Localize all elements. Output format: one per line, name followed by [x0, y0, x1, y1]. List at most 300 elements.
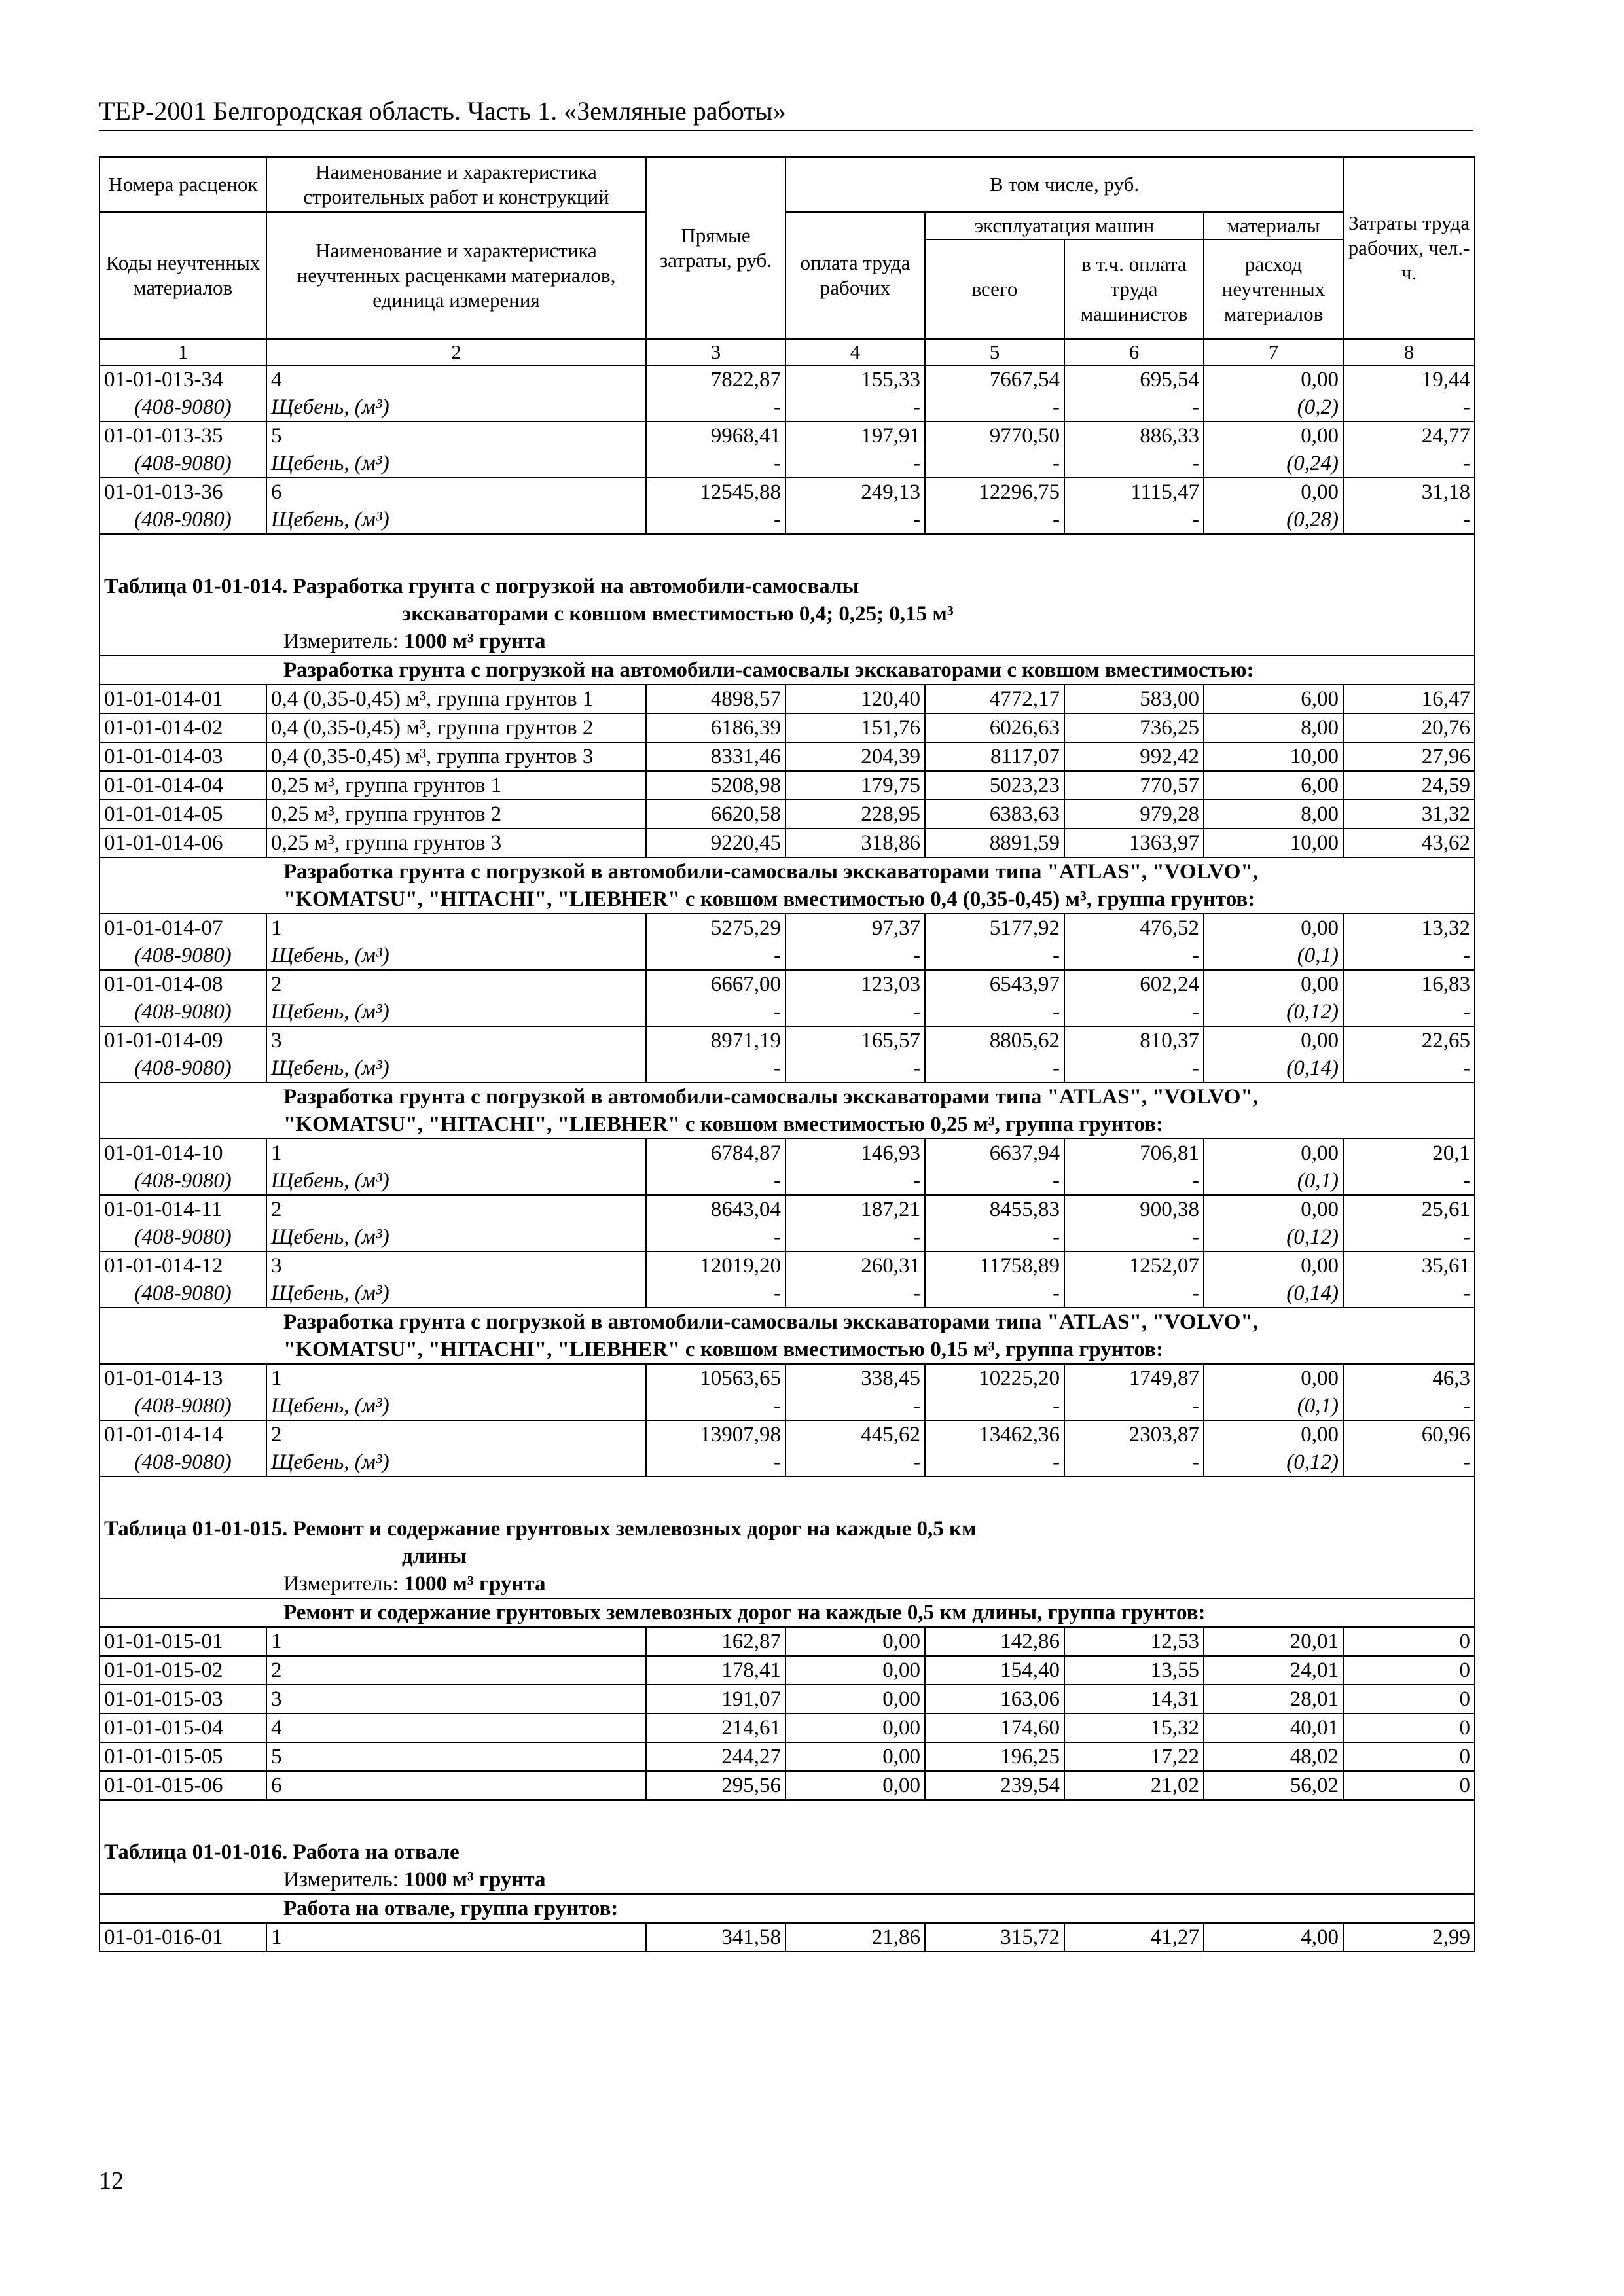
machines-total: 4772,17: [925, 685, 1064, 713]
column-header-row: [99, 157, 1475, 212]
machines-wages: 12,53: [1064, 1627, 1204, 1656]
rate-code: 01-01-015-01: [99, 1627, 266, 1656]
header-machines: эксплуатация машин: [925, 212, 1204, 240]
material-value: -: [785, 1054, 925, 1083]
table-014-title-line2: экскаваторами с ковшом вместимостью 0,4; 0,25; 0,15 м³: [402, 602, 954, 626]
column-header-row: [99, 212, 1475, 240]
machines-wages: 695,54: [1064, 365, 1204, 393]
material-value: -: [1064, 1392, 1204, 1420]
material-code: (408-9080): [99, 1054, 266, 1083]
column-number: 3: [646, 339, 785, 365]
material-name: Щебень, (м³): [266, 942, 646, 970]
direct-costs: 8331,46: [646, 742, 785, 771]
machines-wages: 15,32: [1064, 1713, 1204, 1742]
section-header-line2: "KOMATSU", "HITACHI", "LIEBHER" с ковшом вместимостью 0,15 м³, группа грунтов:: [283, 1338, 1164, 1361]
wages: 228,95: [785, 800, 925, 829]
table-016-header: [99, 1800, 1475, 1923]
table-015-title: [99, 1477, 1475, 1570]
table-014-group1-rows: [99, 685, 1475, 857]
material-name: Щебень, (м³): [266, 393, 646, 422]
header-machines-wages: в т.ч. оплата труда машинистов: [1064, 240, 1204, 339]
table-016-title-line1: Таблица 01-01-016. Работа на отвале: [104, 1840, 460, 1864]
machines-wages: 17,22: [1064, 1742, 1204, 1771]
materials: 0,00: [1204, 914, 1343, 942]
machines-wages: 1749,87: [1064, 1364, 1204, 1392]
table-016-meter: [99, 1866, 1475, 1894]
direct-costs: 295,56: [646, 1771, 785, 1800]
work-name: 0,25 м³, группа грунтов 2: [266, 800, 646, 829]
machines-total: 6383,63: [925, 800, 1064, 829]
work-name: 1: [266, 1923, 646, 1952]
machines-wages: 1363,97: [1064, 829, 1204, 857]
column-number: 8: [1343, 339, 1475, 365]
direct-costs: 13907,98: [646, 1420, 785, 1448]
direct-costs: 12545,88: [646, 478, 785, 506]
material-consumption: (0,1): [1204, 1392, 1343, 1420]
table-014-group2-rows: [99, 914, 1475, 1083]
material-consumption: (0,12): [1204, 998, 1343, 1026]
column-number: 1: [99, 339, 266, 365]
wages: 0,00: [785, 1713, 925, 1742]
table-014-group4-rows: [99, 1364, 1475, 1477]
rate-code: 01-01-014-01: [99, 685, 266, 713]
machines-total: 13462,36: [925, 1420, 1064, 1448]
wages: 197,91: [785, 422, 925, 450]
material-value: -: [1343, 998, 1475, 1026]
material-value: -: [1343, 1054, 1475, 1083]
direct-costs: 5275,29: [646, 914, 785, 942]
wages: 165,57: [785, 1026, 925, 1054]
rate-row: [99, 1627, 1475, 1656]
wages: 0,00: [785, 1656, 925, 1685]
machines-total: 7667,54: [925, 365, 1064, 393]
labor: 0: [1343, 1742, 1475, 1771]
machines-wages: 41,27: [1064, 1923, 1204, 1952]
material-value: -: [925, 942, 1064, 970]
material-value: -: [925, 1392, 1064, 1420]
material-value: -: [1064, 1280, 1204, 1308]
materials: 6,00: [1204, 685, 1343, 713]
material-value: -: [1343, 1223, 1475, 1251]
header-machines-total: всего: [925, 240, 1064, 339]
work-name: 3: [266, 1026, 646, 1054]
material-value: -: [925, 450, 1064, 478]
material-value: -: [646, 1167, 785, 1195]
rate-code: 01-01-015-06: [99, 1771, 266, 1800]
rate-code: 01-01-014-03: [99, 742, 266, 771]
header-including: В том числе, руб.: [785, 157, 1343, 212]
section-header: Ремонт и содержание грунтовых землевозных дорог на каждые 0,5 км длины, группа грунтов:: [99, 1598, 1475, 1627]
material-value: -: [1064, 393, 1204, 422]
material-value: -: [785, 1448, 925, 1477]
machines-total: 174,60: [925, 1713, 1064, 1742]
material-value: -: [785, 942, 925, 970]
machines-total: 5023,23: [925, 771, 1064, 800]
material-consumption: (0,12): [1204, 1448, 1343, 1477]
materials: 56,02: [1204, 1771, 1343, 1800]
material-code: (408-9080): [99, 1167, 266, 1195]
machines-wages: 886,33: [1064, 422, 1204, 450]
work-name: 1: [266, 1139, 646, 1167]
material-value: -: [785, 998, 925, 1026]
material-name: Щебень, (м³): [266, 1392, 646, 1420]
rate-row: [99, 800, 1475, 829]
material-value: -: [646, 506, 785, 534]
wages: 0,00: [785, 1771, 925, 1800]
material-code: (408-9080): [99, 1223, 266, 1251]
rate-code: 01-01-015-03: [99, 1685, 266, 1713]
material-value: -: [646, 393, 785, 422]
material-row: [99, 1448, 1475, 1477]
material-row: [99, 1280, 1475, 1308]
materials: 8,00: [1204, 713, 1343, 742]
rate-row: [99, 1742, 1475, 1771]
rate-row: [99, 713, 1475, 742]
column-number-row: [99, 339, 1475, 365]
material-row: [99, 998, 1475, 1026]
direct-costs: 6667,00: [646, 970, 785, 998]
table-014-section2: [99, 857, 1475, 914]
wages: 187,21: [785, 1195, 925, 1223]
direct-costs: 162,87: [646, 1627, 785, 1656]
material-value: -: [646, 1392, 785, 1420]
labor: 60,96: [1343, 1420, 1475, 1448]
wages: 123,03: [785, 970, 925, 998]
wages: 21,86: [785, 1923, 925, 1952]
rate-row: [99, 1195, 1475, 1223]
rate-row: [99, 422, 1475, 450]
machines-total: 10225,20: [925, 1364, 1064, 1392]
material-value: -: [1064, 1054, 1204, 1083]
material-consumption: (0,12): [1204, 1223, 1343, 1251]
material-consumption: (0,1): [1204, 1167, 1343, 1195]
meter-label: Измеритель:: [283, 1868, 399, 1892]
material-row: [99, 1054, 1475, 1083]
direct-costs: 341,58: [646, 1923, 785, 1952]
rate-row: [99, 1713, 1475, 1742]
material-value: -: [1064, 998, 1204, 1026]
direct-costs: 178,41: [646, 1656, 785, 1685]
materials: 24,01: [1204, 1656, 1343, 1685]
wages: 179,75: [785, 771, 925, 800]
machines-total: 6543,97: [925, 970, 1064, 998]
labor: 31,32: [1343, 800, 1475, 829]
machines-wages: 1115,47: [1064, 478, 1204, 506]
rate-code: 01-01-015-05: [99, 1742, 266, 1771]
rate-code: 01-01-015-04: [99, 1713, 266, 1742]
header-material-codes: Коды неучтенных материалов: [99, 212, 266, 339]
work-name: 4: [266, 1713, 646, 1742]
header-labor: Затраты труда рабочих, чел.-ч.: [1343, 157, 1475, 339]
material-code: (408-9080): [99, 998, 266, 1026]
direct-costs: 4898,57: [646, 685, 785, 713]
header-rate-number: Номера расценок: [99, 157, 266, 212]
material-value: -: [1343, 450, 1475, 478]
section-header-line1: Разработка грунта с погрузкой в автомобили-самосвалы экскаваторами типа "ATLAS", "VOLVO",: [283, 1310, 1258, 1334]
machines-total: 315,72: [925, 1923, 1064, 1952]
table-014-title-line1: Таблица 01-01-014. Разработка грунта с погрузкой на автомобили-самосвалы: [104, 575, 859, 598]
direct-costs: 8643,04: [646, 1195, 785, 1223]
materials: 4,00: [1204, 1923, 1343, 1952]
machines-wages: 21,02: [1064, 1771, 1204, 1800]
labor: 13,32: [1343, 914, 1475, 942]
table-014-section3: [99, 1083, 1475, 1139]
direct-costs: 7822,87: [646, 365, 785, 393]
material-value: -: [925, 506, 1064, 534]
table-016-rows: [99, 1923, 1475, 1952]
materials: 0,00: [1204, 1026, 1343, 1054]
rate-code: 01-01-014-12: [99, 1251, 266, 1280]
rate-code: 01-01-014-10: [99, 1139, 266, 1167]
direct-costs: 10563,65: [646, 1364, 785, 1392]
section-header-line1: Разработка грунта с погрузкой в автомобили-самосвалы экскаваторами типа "ATLAS", "VOLVO",: [283, 1085, 1258, 1109]
material-value: -: [925, 1223, 1064, 1251]
materials: 0,00: [1204, 365, 1343, 393]
machines-total: 6026,63: [925, 713, 1064, 742]
machines-wages: 810,37: [1064, 1026, 1204, 1054]
materials: 8,00: [1204, 800, 1343, 829]
direct-costs: 6784,87: [646, 1139, 785, 1167]
machines-total: 9770,50: [925, 422, 1064, 450]
material-name: Щебень, (м³): [266, 998, 646, 1026]
wages: 249,13: [785, 478, 925, 506]
machines-wages: 900,38: [1064, 1195, 1204, 1223]
machines-wages: 992,42: [1064, 742, 1204, 771]
machines-wages: 706,81: [1064, 1139, 1204, 1167]
work-name: 2: [266, 1656, 646, 1685]
material-value: -: [925, 393, 1064, 422]
material-value: -: [646, 1448, 785, 1477]
materials: 0,00: [1204, 478, 1343, 506]
material-value: -: [925, 1448, 1064, 1477]
labor: 20,76: [1343, 713, 1475, 742]
wages: 318,86: [785, 829, 925, 857]
material-value: -: [785, 506, 925, 534]
material-row: [99, 1392, 1475, 1420]
materials: 10,00: [1204, 829, 1343, 857]
direct-costs: 9220,45: [646, 829, 785, 857]
wages: 151,76: [785, 713, 925, 742]
rate-row: [99, 478, 1475, 506]
machines-wages: 1252,07: [1064, 1251, 1204, 1280]
machines-wages: 736,25: [1064, 713, 1204, 742]
machines-total: 154,40: [925, 1656, 1064, 1685]
material-value: -: [1343, 1392, 1475, 1420]
work-name: 4: [266, 365, 646, 393]
labor: 0: [1343, 1627, 1475, 1656]
material-name: Щебень, (м³): [266, 1054, 646, 1083]
rate-row: [99, 1685, 1475, 1713]
labor: 25,61: [1343, 1195, 1475, 1223]
material-value: -: [1064, 450, 1204, 478]
material-row: [99, 393, 1475, 422]
machines-total: 12296,75: [925, 478, 1064, 506]
material-consumption: (0,28): [1204, 506, 1343, 534]
material-value: -: [1343, 1167, 1475, 1195]
section-header-line2: "KOMATSU", "HITACHI", "LIEBHER" с ковшом вместимостью 0,4 (0,35-0,45) м³, группа грунтов:: [283, 888, 1255, 911]
work-name: 2: [266, 970, 646, 998]
labor: 24,59: [1343, 771, 1475, 800]
materials: 0,00: [1204, 1139, 1343, 1167]
material-value: -: [1343, 393, 1475, 422]
header-direct-costs: Прямые затраты, руб.: [646, 157, 785, 339]
wages: 204,39: [785, 742, 925, 771]
machines-wages: 476,52: [1064, 914, 1204, 942]
labor: 0: [1343, 1685, 1475, 1713]
materials: 6,00: [1204, 771, 1343, 800]
table-015-title-line1: Таблица 01-01-015. Ремонт и содержание грунтовых землевозных дорог на каждые 0,5 км: [104, 1517, 977, 1541]
table-015-meter: [99, 1570, 1475, 1598]
work-name: 6: [266, 478, 646, 506]
machines-wages: 770,57: [1064, 771, 1204, 800]
wages: 155,33: [785, 365, 925, 393]
machines-wages: 13,55: [1064, 1656, 1204, 1685]
material-code: (408-9080): [99, 1392, 266, 1420]
rate-code: 01-01-013-36: [99, 478, 266, 506]
rate-row: [99, 1364, 1475, 1392]
material-value: -: [1064, 942, 1204, 970]
material-value: -: [646, 1223, 785, 1251]
rate-row: [99, 771, 1475, 800]
rate-code: 01-01-014-05: [99, 800, 266, 829]
direct-costs: 12019,20: [646, 1251, 785, 1280]
labor: 27,96: [1343, 742, 1475, 771]
material-code: (408-9080): [99, 450, 266, 478]
materials: 20,01: [1204, 1627, 1343, 1656]
work-name: 0,4 (0,35-0,45) м³, группа грунтов 2: [266, 713, 646, 742]
machines-total: 196,25: [925, 1742, 1064, 1771]
column-number: 2: [266, 339, 646, 365]
material-value: -: [646, 998, 785, 1026]
table-013-rows: [99, 365, 1475, 534]
labor: 24,77: [1343, 422, 1475, 450]
work-name: 0,4 (0,35-0,45) м³, группа грунтов 1: [266, 685, 646, 713]
material-row: [99, 450, 1475, 478]
direct-costs: 6620,58: [646, 800, 785, 829]
rate-code: 01-01-014-14: [99, 1420, 266, 1448]
material-consumption: (0,2): [1204, 393, 1343, 422]
material-name: Щебень, (м³): [266, 1167, 646, 1195]
title-underline: [99, 130, 1473, 131]
rate-code: 01-01-014-09: [99, 1026, 266, 1054]
work-name: 1: [266, 1364, 646, 1392]
material-value: -: [646, 1054, 785, 1083]
labor: 16,47: [1343, 685, 1475, 713]
work-name: 3: [266, 1251, 646, 1280]
material-code: (408-9080): [99, 942, 266, 970]
table-015-header: [99, 1477, 1475, 1627]
material-name: Щебень, (м³): [266, 1448, 646, 1477]
rate-code: 01-01-014-07: [99, 914, 266, 942]
material-name: Щебень, (м³): [266, 506, 646, 534]
rate-row: [99, 1251, 1475, 1280]
material-code: (408-9080): [99, 1448, 266, 1477]
rate-row: [99, 1923, 1475, 1952]
labor: 0: [1343, 1713, 1475, 1742]
labor: 35,61: [1343, 1251, 1475, 1280]
rate-row: [99, 1026, 1475, 1054]
labor: 31,18: [1343, 478, 1475, 506]
machines-total: 8117,07: [925, 742, 1064, 771]
material-code: (408-9080): [99, 1280, 266, 1308]
table-014-meter: [99, 628, 1475, 656]
wages: 146,93: [785, 1139, 925, 1167]
machines-total: 142,86: [925, 1627, 1064, 1656]
materials: 0,00: [1204, 1420, 1343, 1448]
labor: 46,3: [1343, 1364, 1475, 1392]
direct-costs: 214,61: [646, 1713, 785, 1742]
labor: 0: [1343, 1771, 1475, 1800]
direct-costs: 6186,39: [646, 713, 785, 742]
material-value: -: [785, 1167, 925, 1195]
rate-code: 01-01-014-08: [99, 970, 266, 998]
rates-table: [99, 156, 1475, 1952]
materials: 48,02: [1204, 1742, 1343, 1771]
machines-total: 8805,62: [925, 1026, 1064, 1054]
header-work-name: Наименование и характеристика строительных работ и конструкций: [266, 157, 646, 212]
meter-label: Измеритель:: [283, 630, 399, 653]
material-value: -: [925, 1054, 1064, 1083]
table-014-section4: [99, 1308, 1475, 1364]
material-value: -: [785, 393, 925, 422]
work-name: 0,25 м³, группа грунтов 3: [266, 829, 646, 857]
table-016-title: [99, 1800, 1475, 1866]
rate-code: 01-01-014-11: [99, 1195, 266, 1223]
labor: 43,62: [1343, 829, 1475, 857]
material-value: -: [1343, 1280, 1475, 1308]
section-header-line1: Разработка грунта с погрузкой в автомобили-самосвалы экскаваторами типа "ATLAS", "VOLVO",: [283, 860, 1258, 884]
table-014-title: [99, 534, 1475, 628]
machines-total: 8455,83: [925, 1195, 1064, 1223]
table-015-rows: [99, 1627, 1475, 1800]
direct-costs: 9968,41: [646, 422, 785, 450]
machines-total: 163,06: [925, 1685, 1064, 1713]
material-row: [99, 506, 1475, 534]
materials: 10,00: [1204, 742, 1343, 771]
section-header: [99, 1308, 1475, 1364]
material-value: -: [1343, 506, 1475, 534]
materials: 0,00: [1204, 1251, 1343, 1280]
material-value: -: [925, 1280, 1064, 1308]
material-code: (408-9080): [99, 506, 266, 534]
direct-costs: 8971,19: [646, 1026, 785, 1054]
direct-costs: 244,27: [646, 1742, 785, 1771]
rate-code: 01-01-014-13: [99, 1364, 266, 1392]
machines-total: 6637,94: [925, 1139, 1064, 1167]
material-value: -: [1343, 942, 1475, 970]
material-row: [99, 942, 1475, 970]
direct-costs: 5208,98: [646, 771, 785, 800]
column-number: 7: [1204, 339, 1343, 365]
labor: 20,1: [1343, 1139, 1475, 1167]
material-consumption: (0,14): [1204, 1054, 1343, 1083]
rate-row: [99, 742, 1475, 771]
material-name: Щебень, (м³): [266, 1280, 646, 1308]
rate-code: 01-01-016-01: [99, 1923, 266, 1952]
labor: 19,44: [1343, 365, 1475, 393]
section-header: Работа на отвале, группа грунтов:: [99, 1894, 1475, 1923]
materials: 0,00: [1204, 422, 1343, 450]
material-value: -: [925, 1167, 1064, 1195]
rate-row: [99, 829, 1475, 857]
material-consumption: (0,24): [1204, 450, 1343, 478]
work-name: 5: [266, 422, 646, 450]
rate-code: 01-01-014-02: [99, 713, 266, 742]
meter-value: 1000 м³ грунта: [404, 1868, 546, 1892]
machines-wages: 14,31: [1064, 1685, 1204, 1713]
material-row: [99, 1223, 1475, 1251]
rate-code: 01-01-013-35: [99, 422, 266, 450]
